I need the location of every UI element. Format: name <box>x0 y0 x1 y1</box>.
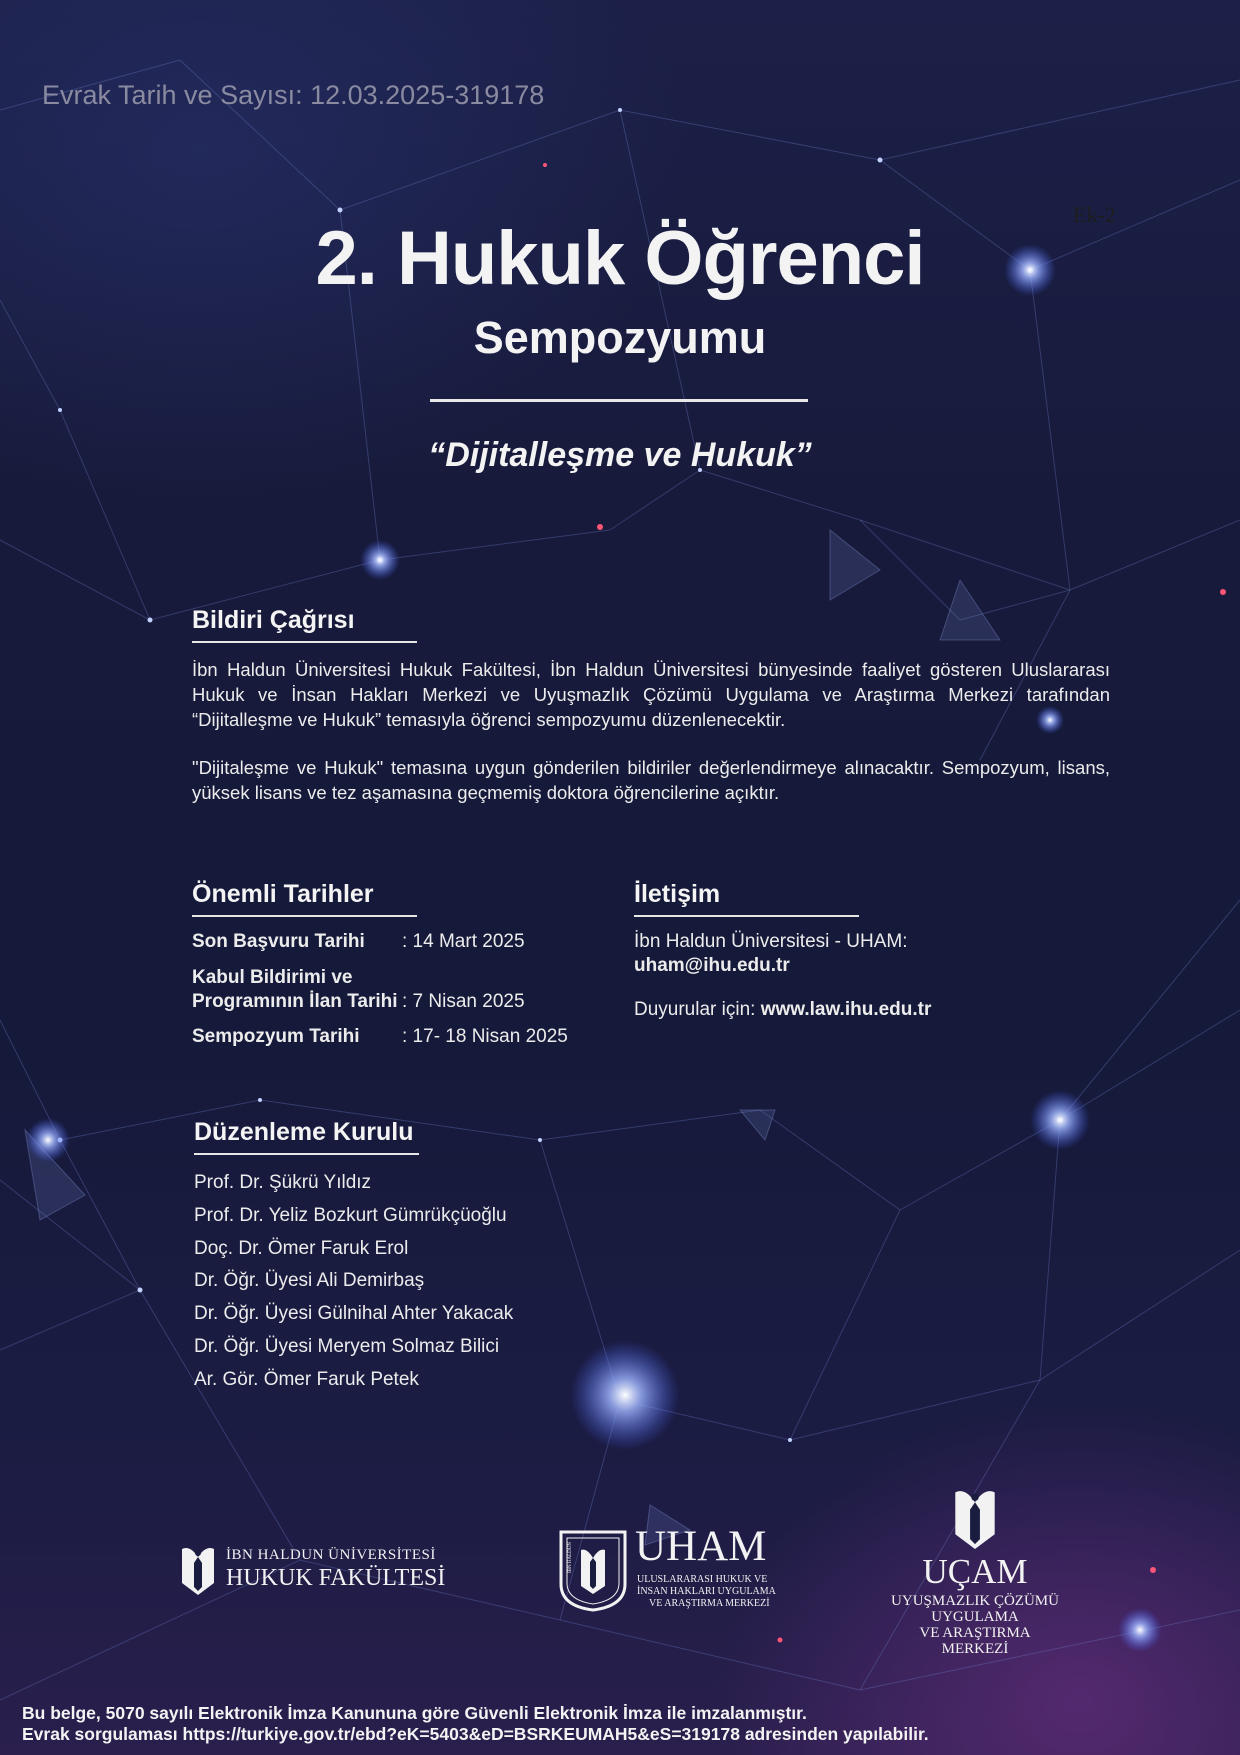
ihu-law-faculty-logo <box>180 1543 460 1599</box>
ucam-logo-line3: VE ARAŞTIRMA <box>919 1625 1031 1641</box>
acceptance-label-line1: Kabul Bildirimi ve <box>192 967 353 988</box>
committee-member: Prof. Dr. Şükrü Yıldız <box>194 1172 372 1193</box>
symposium-date-label: Sempozyum Tarihi <box>192 1026 360 1047</box>
event-subtitle: Sempozyumu <box>473 312 767 363</box>
ucam-logo-line2: UYGULAMA <box>931 1609 1019 1625</box>
contact-section <box>634 880 1034 1021</box>
call-for-papers-heading: Bildiri Çağrısı <box>192 606 417 643</box>
uham-logo-line1: ULUSLARARASI HUKUK VE <box>637 1574 768 1585</box>
ihu-logo-line2: HUKUK FAKÜLTESİ <box>226 1565 446 1591</box>
document-date-number-stamp: Evrak Tarih ve Sayısı: 12.03.2025-319178 <box>42 80 545 110</box>
important-dates-table <box>192 931 612 1061</box>
e-signature-notice <box>22 1703 1222 1745</box>
e-signature-line2 <box>22 1724 1222 1745</box>
ucam-emblem-icon <box>952 1485 998 1549</box>
uham-logo-line2: İNSAN HAKLARI UYGULAMA <box>637 1586 776 1597</box>
call-for-papers-section <box>192 606 1110 805</box>
deadline-value: : 14 Mart 2025 <box>402 931 525 952</box>
symposium-date-value: : 17- 18 Nisan 2025 <box>402 1026 568 1047</box>
committee-member: Prof. Dr. Yeliz Bozkurt Gümrükçüoğlu <box>194 1204 507 1226</box>
uham-logo <box>557 1523 797 1618</box>
ihu-logo-line1: İBN HALDUN ÜNİVERSİTESİ <box>226 1547 436 1563</box>
acceptance-value: : 7 Nisan 2025 <box>402 991 525 1012</box>
ihu-emblem-icon <box>180 1543 216 1595</box>
organizing-committee-heading: Düzenleme Kurulu <box>194 1118 419 1155</box>
announcements-label: Duyurular için: <box>634 999 756 1020</box>
contact-org: İbn Haldun Üniversitesi - UHAM: <box>634 931 908 952</box>
title-divider <box>430 399 808 402</box>
committee-member: Dr. Öğr. Üyesi Gülnihal Ahter Yakacak <box>194 1303 514 1325</box>
organizing-committee-section <box>194 1118 614 1397</box>
call-for-papers-paragraph: "Dijitaleşme ve Hukuk" temasına uygun gönderilen bildiriler değerlendirmeye alınacaktır. Sempozyum, lisans, yüksek lisans ve tez aşamasına geçmemiş doktora öğrencilerine açıktır. <box>192 757 1110 803</box>
deadline-label: Son Başvuru Tarihi <box>192 931 365 952</box>
event-title: 2. Hukuk Öğrenci <box>315 216 925 301</box>
contact-heading: İletişim <box>634 880 859 917</box>
ucam-logo-name: UÇAM <box>922 1552 1028 1591</box>
uham-logo-line3: VE ARAŞTIRMA MERKEZİ <box>649 1598 770 1609</box>
svg-text:İBN HALDUN: İBN HALDUN <box>568 1542 573 1573</box>
announcements-line <box>634 999 1034 1021</box>
verification-suffix: adresinden yapılabilir. <box>744 1724 929 1744</box>
ucam-logo-line4: MERKEZİ <box>941 1641 1009 1657</box>
website-link[interactable]: www.law.ihu.edu.tr <box>760 999 932 1020</box>
verification-prefix: Evrak sorgulaması <box>22 1724 178 1744</box>
committee-member: Dr. Öğr. Üyesi Ali Demirbaş <box>194 1270 425 1292</box>
ucam-logo <box>880 1485 1070 1665</box>
committee-member: Dr. Öğr. Üyesi Meryem Solmaz Bilici <box>194 1335 500 1357</box>
committee-member: Doç. Dr. Ömer Faruk Erol <box>194 1237 409 1259</box>
contact-email-link[interactable]: uham@ihu.edu.tr <box>634 955 790 976</box>
uham-logo-name: UHAM <box>635 1523 767 1570</box>
important-dates-section <box>192 880 612 1061</box>
call-for-papers-paragraph: İbn Haldun Üniversitesi Hukuk Fakültesi, İbn Haldun Üniversitesi bünyesinde faaliyet gösteren Uluslararası Hukuk ve İnsan Hakları Merkezi ve Uyuşmazlık Çözümü Uygulama ve Araştırma Merkezi tarafından “Dijitalleşme ve Hukuk” temasıyla öğrenci sempozyumu düzenlenecektir. <box>192 659 1110 730</box>
uham-seal-icon <box>557 1528 629 1612</box>
committee-list <box>194 1167 614 1397</box>
committee-member: Ar. Gör. Ömer Faruk Petek <box>194 1368 419 1390</box>
annex-label: Ek-2 <box>1073 202 1116 227</box>
e-signature-line1: Bu belge, 5070 sayılı Elektronik İmza Kanununa göre Güvenli Elektronik İmza ile imzalanmıştır. <box>22 1703 807 1723</box>
acceptance-label-line2: Programının İlan Tarihi <box>192 991 398 1012</box>
ucam-logo-line1: UYUŞMAZLIK ÇÖZÜMÜ <box>891 1593 1059 1609</box>
verification-link[interactable]: https://turkiye.gov.tr/ebd?eK=5403&eD=BSRKEUMAH5&eS=319178 <box>182 1724 740 1744</box>
event-theme: “Dijitalleşme ve Hukuk” <box>428 436 812 474</box>
important-dates-heading: Önemli Tarihler <box>192 880 417 917</box>
